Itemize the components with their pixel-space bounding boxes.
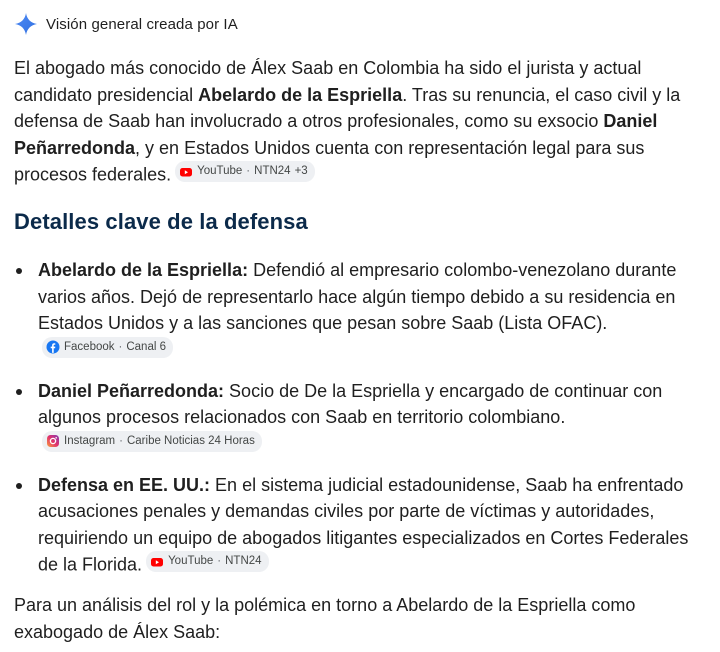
source-chip-youtube-ntn24[interactable]: YouTube · NTN24	[146, 551, 268, 572]
bullet-dot	[16, 268, 22, 274]
list-item: Defensa en EE. UU.: En el sistema judicial estadounidense, Saab ha enfrentado acusaciones penales y demandas civiles por parte de víctimas y autoridades, requiriendo un equipo de abogados litigantes especializados en Cortes Federales de la Florida. YouTube · NTN24	[14, 472, 704, 579]
bullet-dot	[16, 389, 22, 395]
intro-paragraph: El abogado más conocido de Álex Saab en Colombia ha sido el jurista y actual candidato presidencial Abelardo de la Espriella. Tras su renuncia, el caso civil y la defensa de Saab han involucrado a otros profesionales, como su exsocio Daniel Peñarredonda, y en Estados Unidos cuenta con representación legal para sus procesos federales. YouTube · NTN24 +3	[14, 58, 681, 185]
source-chip-youtube-ntn24-more[interactable]: YouTube · NTN24 +3	[175, 161, 315, 182]
youtube-icon	[150, 555, 164, 569]
closing-paragraph: Para un análisis del rol y la polémica en torno a Abelardo de la Espriella como exabogado de Álex Saab:	[14, 595, 636, 642]
list-item: Abelardo de la Espriella: Defendió al empresario colombo-venezolano durante varios años. Dejó de representarlo hace algún tiempo debido a su residencia en Estados Unidos y a las sanciones que pesan sobre Saab (Lista OFAC). Facebook · Canal 6	[14, 257, 704, 364]
instagram-icon	[46, 434, 60, 448]
ai-overview-title: Visión general creada por IA	[46, 15, 238, 33]
intro-bold-abelardo: Abelardo de la Espriella	[198, 84, 403, 105]
ai-overview-header	[14, 12, 238, 36]
source-chip-instagram-caribe[interactable]: Instagram · Caribe Noticias 24 Horas	[42, 431, 262, 452]
defense-details-list	[14, 257, 704, 578]
facebook-icon	[46, 340, 60, 354]
list-item: Daniel Peñarredonda: Socio de De la Espriella y encargado de continuar con algunos procesos relacionados con Saab en territorio colombiano. Instagram · Caribe Noticias 24 Horas	[14, 378, 704, 458]
intro-bold-daniel: Daniel Peñarredonda	[14, 111, 658, 158]
youtube-icon	[179, 165, 193, 179]
bullet-dot	[16, 483, 22, 489]
section-heading: Detalles clave de la defensa	[14, 209, 308, 234]
source-chip-facebook-canal6[interactable]: Facebook · Canal 6	[42, 337, 173, 358]
gemini-sparkle-icon	[14, 12, 38, 36]
